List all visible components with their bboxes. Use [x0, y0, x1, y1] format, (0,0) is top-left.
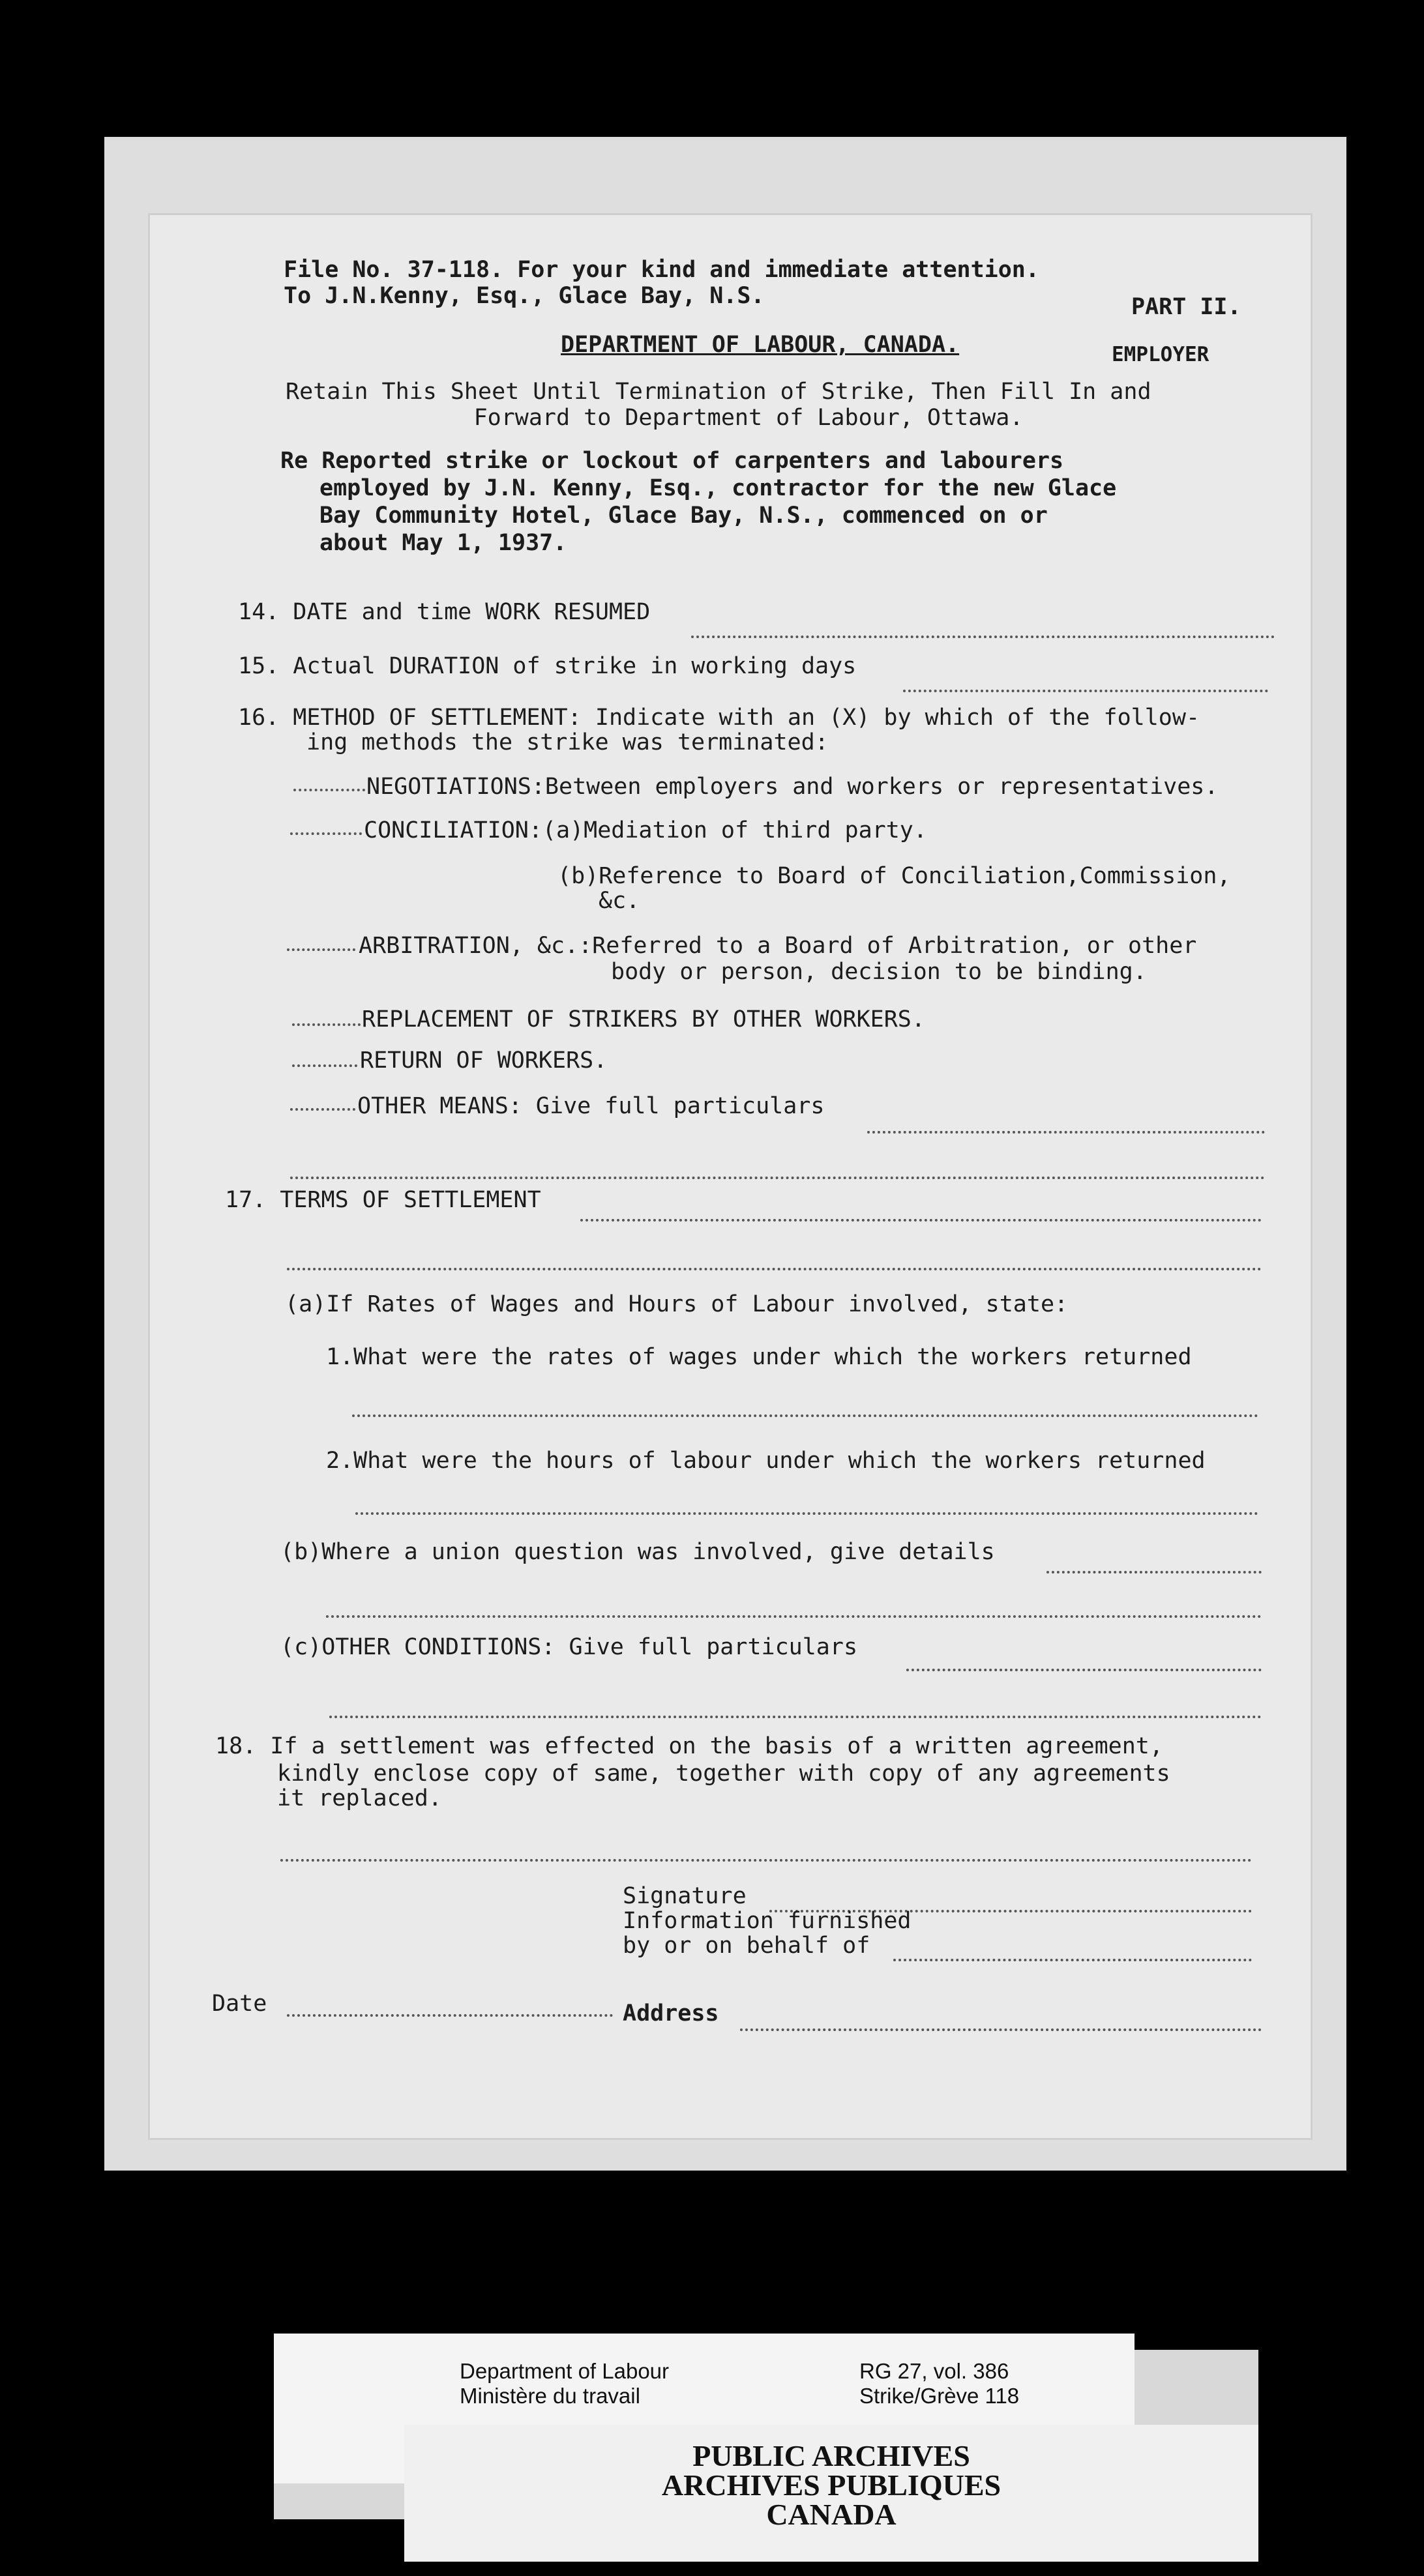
q15-label: 15. Actual DURATION of strike in working days	[238, 653, 857, 679]
q18-label-2: kindly enclose copy of same, together with copy of any agreements	[277, 1761, 1170, 1787]
retain-instruction-2: Forward to Department of Labour, Ottawa.	[473, 405, 1024, 431]
archive-ref-volume: RG 27, vol. 386	[859, 2359, 1009, 2383]
q17a2-field[interactable]	[355, 1512, 1258, 1515]
archive-ref-strike: Strike/Grève 118	[859, 2384, 1020, 2408]
q17c-field-2[interactable]	[329, 1716, 1262, 1718]
archive-stamp-line-1: PUBLIC ARCHIVES	[692, 2439, 970, 2472]
q17a-label: (a)If Rates of Wages and Hours of Labour involved, state:	[285, 1291, 1069, 1317]
return-checkbox[interactable]	[292, 1064, 357, 1067]
re-line-2: employed by J.N. Kenny, Esq., contractor for the new Glace	[319, 475, 1117, 501]
q17c-field-1[interactable]	[906, 1669, 1262, 1671]
arbitration-checkbox[interactable]	[287, 948, 355, 951]
conciliation-checkbox[interactable]	[290, 832, 362, 835]
q16-label-1: 16. METHOD OF SETTLEMENT: Indicate with an (X) by which of the follow-	[238, 705, 1200, 731]
q17a1-label: 1.What were the rates of wages under which the workers returned	[326, 1344, 1192, 1370]
information-furnished-label: Information furnished	[623, 1908, 912, 1934]
q17b-label: (b)Where a union question was involved, give details	[280, 1539, 995, 1565]
q17-field-2[interactable]	[287, 1268, 1262, 1270]
q17c-label: (c)OTHER CONDITIONS: Give full particulars	[280, 1634, 858, 1660]
arbitration-option-1: ARBITRATION, &c.:Referred to a Board of Arbitration, or other	[359, 933, 1197, 959]
date-field[interactable]	[287, 2014, 613, 2017]
conciliation-option-a: CONCILIATION:(a)Mediation of third party.	[364, 817, 927, 843]
negotiations-checkbox[interactable]	[293, 789, 365, 791]
arbitration-option-2: body or person, decision to be binding.	[611, 959, 1147, 985]
q17a1-field[interactable]	[352, 1414, 1258, 1417]
q17-field-1[interactable]	[580, 1219, 1262, 1222]
return-option: RETURN OF WORKERS.	[360, 1047, 608, 1074]
archive-dept-fr: Ministère du travail	[460, 2384, 640, 2408]
q18-field[interactable]	[280, 1859, 1252, 1862]
re-line-3: Bay Community Hotel, Glace Bay, N.S., commenced on or	[319, 503, 1048, 529]
q17-label: 17. TERMS OF SETTLEMENT	[225, 1187, 541, 1213]
q17b-field-1[interactable]	[1046, 1571, 1262, 1573]
other-means-checkbox[interactable]	[290, 1108, 355, 1111]
department-title: DEPARTMENT OF LABOUR, CANADA.	[561, 332, 960, 358]
q18-label-3: it replaced.	[277, 1785, 442, 1811]
q14-label: 14. DATE and time WORK RESUMED	[238, 599, 651, 625]
archive-dept-en: Department of Labour	[460, 2359, 670, 2383]
q18-label-1: 18. If a settlement was effected on the basis of a written agreement,	[215, 1733, 1163, 1759]
address-label: Address	[623, 2000, 719, 2027]
q17a2-label: 2.What were the hours of labour under which the workers returned	[326, 1448, 1206, 1474]
address-field[interactable]	[740, 2028, 1262, 2031]
replacement-checkbox[interactable]	[292, 1023, 361, 1026]
re-line-1: Re Reported strike or lockout of carpenters and labourers	[280, 448, 1064, 474]
behalf-of-label: by or on behalf of	[623, 1933, 870, 1959]
employer-label: EMPLOYER	[1112, 343, 1209, 366]
part-label: PART II.	[1131, 294, 1241, 320]
q15-field[interactable]	[903, 690, 1268, 692]
replacement-option: REPLACEMENT OF STRIKERS BY OTHER WORKERS.	[362, 1006, 925, 1032]
other-means-option: OTHER MEANS: Give full particulars	[357, 1093, 825, 1119]
other-means-field-2[interactable]	[290, 1177, 1265, 1179]
conciliation-option-b-2: &c.	[599, 888, 640, 914]
negotiations-option: NEGOTIATIONS:Between employers and workers or representatives.	[366, 774, 1219, 800]
q16-label-2: ing methods the strike was terminated:	[306, 729, 829, 755]
archive-stamp-line-2: ARCHIVES PUBLIQUES	[661, 2468, 1001, 2502]
behalf-of-field[interactable]	[893, 1959, 1252, 1961]
addressee-line: To J.N.Kenny, Esq., Glace Bay, N.S.	[284, 283, 765, 309]
date-label: Date	[212, 1991, 267, 2017]
conciliation-option-b-1: (b)Reference to Board of Conciliation,Commission,	[557, 863, 1231, 889]
q14-field[interactable]	[691, 636, 1275, 638]
re-line-4: about May 1, 1937.	[319, 530, 567, 556]
file-number-line: File No. 37-118. For your kind and immediate attention.	[284, 257, 1039, 283]
retain-instruction-1: Retain This Sheet Until Termination of Strike, Then Fill In and	[286, 379, 1151, 405]
q17b-field-2[interactable]	[326, 1615, 1262, 1618]
archive-stamp-line-3: CANADA	[766, 2498, 897, 2531]
signature-label: Signature	[623, 1883, 747, 1909]
other-means-field[interactable]	[867, 1131, 1265, 1134]
